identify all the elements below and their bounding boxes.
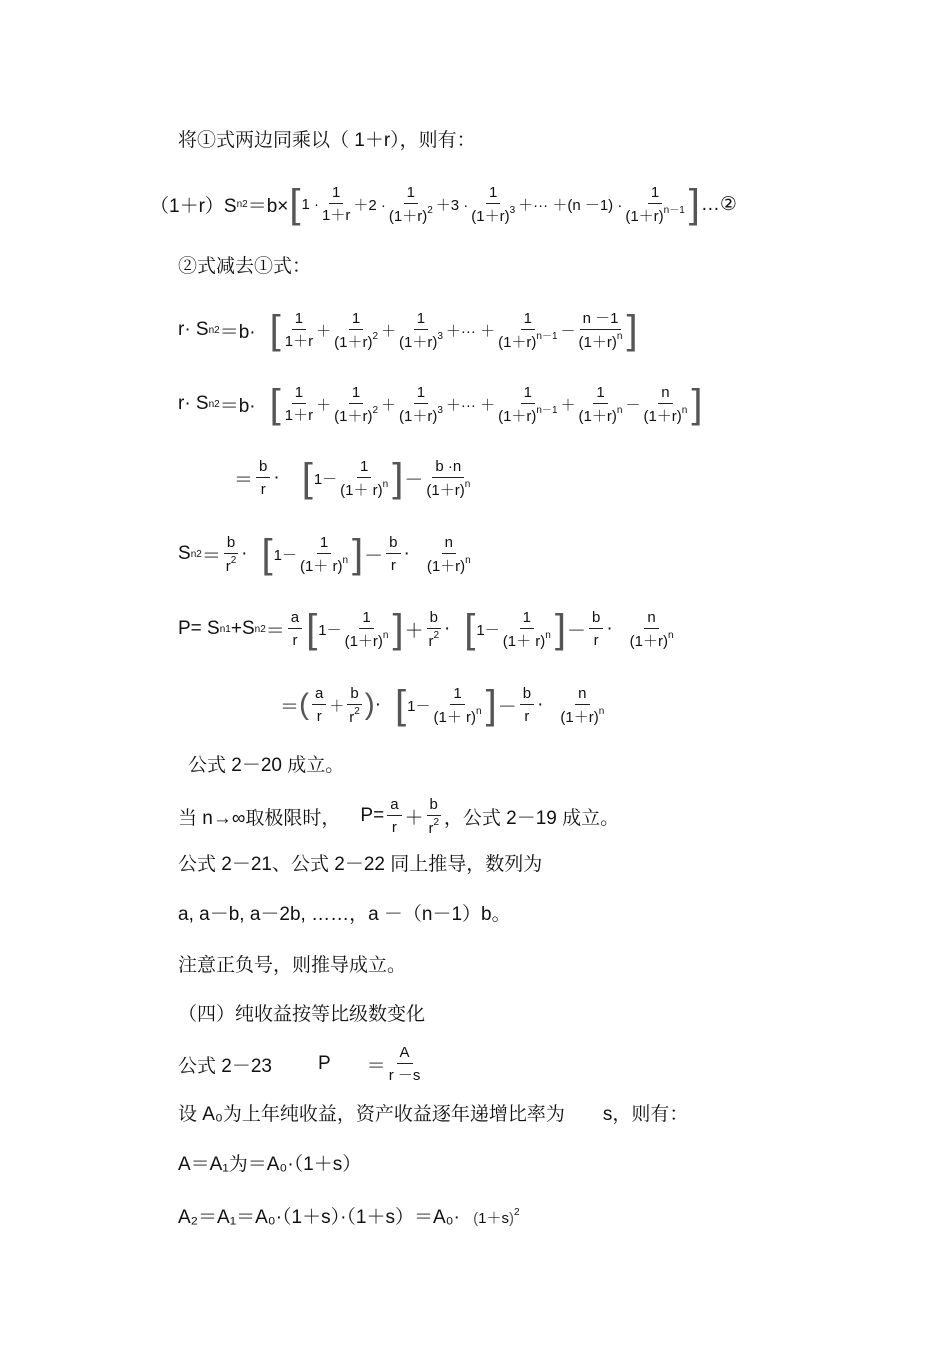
power-expression: $(1+s)^2$ xyxy=(473,1207,520,1227)
formula-2-23: 公式 2－23 P ＝ $\frac{A}{r -s}$ xyxy=(178,1044,421,1084)
text-line: A＝A₁为＝A₀·（1＋s） xyxy=(178,1154,362,1175)
equation-r-sn2-a: r· S n2 ＝b· [ $\frac{1}{1+r}$ ＋ $\frac{1}{(1+r)^2}$ ＋ $\frac{1}{(1+r)^3}$ ＋··· ＋ $\frac{1}{(1+r)^{n-1}}$ － $\frac{n -1}{(1+r)^n}$ ] xyxy=(178,308,638,352)
equation-r-sn2-b: r· S n2 ＝b· [ $\frac{1}{1+r}$ ＋ $\frac{1}{(1+r)^2}$ ＋ $\frac{1}{(1+r)^3}$ ＋··· ＋ $\frac{1}{(1+r)^{n-1}}$ ＋ $\frac{1}{(1+r)^n}$ － $\frac{n}{(1+r)^n}$ ] xyxy=(178,382,703,426)
equation-p-sum: P= S n1 +S n2 ＝ $\frac{a}{r}$ [ 1－ $\frac{1}{(1+r)^n}$ ] ＋ $\frac{b}{r^2}$ · [ 1－ $\frac{1}{(1+ r)^n}$ ] － $\frac{b}{r}$ · $\frac{n}{(1+r)^n}$ xyxy=(178,607,674,651)
text-line: $A_2=A_1=A_0\cdot(1+s)\cdot(1+s)=A_0\cdot (1+s)^2$ xyxy=(178,1207,520,1228)
section-heading: （四）纯收益按等比级数变化 xyxy=(178,1004,426,1025)
fraction: $\frac{1}{1+r}$ xyxy=(322,184,351,224)
text-line: ②式减去①式： xyxy=(178,256,312,277)
fraction: $\frac{1}{(1+r)^{n-1}}$ xyxy=(625,183,685,225)
equation-p-final: ＝ ( $\frac{a}{r}$ ＋ $\frac{b}{r^2}$ ) · [ 1－ $\frac{1}{(1+ r)^n}$ ] － $\frac{b}{r}$ · $\frac{n}{(1+r)^n}$ xyxy=(280,683,605,727)
limit-line: 当 n→∞取极限时， P= $\frac{a}{r}$ ＋ $\frac{b}{r^2}$ ，公式 2－19 成立。 xyxy=(178,795,620,837)
text-line: 设 A₀为上年纯收益，资产收益逐年递增比率为 s，则有： xyxy=(178,1104,689,1125)
text-line: 注意正负号，则推导成立。 xyxy=(178,955,407,976)
equation-simplified: ＝ $\frac{b}{r}$ · [ 1－ $\frac{1}{(1+ r)^n}$ ] － $\frac{b \cdot n}{(1+r)^n}$ xyxy=(234,456,471,500)
text-line: a, a－b, a－2b, ……，a －（n－1）b。 xyxy=(178,904,511,925)
equation-sn2: S n2 ＝ $\frac{b}{r^2}$ · [ 1－ $\frac{1}{(1+ r)^n}$ ] － $\frac{b}{r}$ · $\frac{n}{(1+r)^n}$ xyxy=(178,532,471,576)
text-line: 公式 2－21、公式 2－22 同上推导，数列为 xyxy=(178,854,543,875)
right-bracket: ] xyxy=(688,182,700,226)
text-line: 将①式两边同乘以（ 1＋r），则有： xyxy=(178,130,476,151)
text-line: 公式 2－20 成立。 xyxy=(188,755,345,776)
left-bracket: [ xyxy=(289,182,301,226)
equation-2: （1＋r）S n2 ＝b× [ 1 · $\frac{1}{1+r}$ ＋2 · $\frac{1}{(1+r)^2}$ ＋3 · $\frac{1}{(1+r)^3}$ ＋··· ＋(n －1) · $\frac{1}{(1+r)^{n-1}}$ ] …② xyxy=(150,182,737,226)
fraction: $\frac{1}{(1+r)^3}$ xyxy=(471,183,516,225)
fraction: $\frac{1}{(1+r)^2}$ xyxy=(388,183,433,225)
